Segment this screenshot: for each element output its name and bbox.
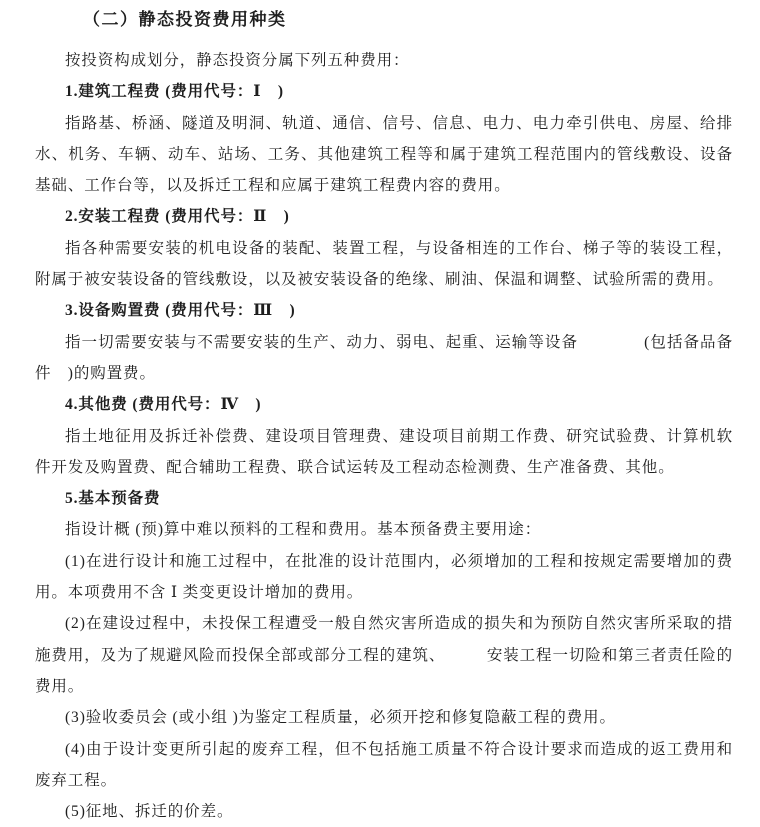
section-3-paragraph: 指一切需要安装与不需要安装的生产、动力、弱电、起重、运输等设备 (包括备品备件 )的购置费。 <box>35 333 733 382</box>
list-item-5: (5)征地、拆迁的价差。 <box>65 803 234 821</box>
section-5-intro-paragraph: 指设计概 (预)算中难以预料的工程和费用。基本预备费主要用途： <box>65 521 542 539</box>
list-item-3: (3)验收委员会 (或小组 )为鉴定工程质量，必须开挖和修复隐蔽工程的费用。 <box>65 709 616 727</box>
section-1-paragraph: 指路基、桥涵、隧道及明洞、轨道、通信、信号、信息、电力、电力牵引供电、房屋、给排水、机务、车辆、动车、站场、工务、其他建筑工程等和属于建筑工程范围内的管线敷设、设备基础、工作台等，以及拆迁工程和应属于建筑工程费内容的费用。 <box>35 114 733 195</box>
section-4-heading: 4.其他费 (费用代号：Ⅳ ) <box>65 396 262 414</box>
page-title: （二）静态投资费用种类 <box>83 10 287 29</box>
section-1-heading: 1.建筑工程费 (费用代号：Ⅰ ) <box>65 83 284 101</box>
list-item-1: (1)在进行设计和施工过程中，在批准的设计范围内，必须增加的工程和按规定需要增加的费用。本项费用不含 Ⅰ 类变更设计增加的费用。 <box>35 552 733 602</box>
section-5-heading: 5.基本预备费 <box>65 490 161 508</box>
section-3-heading: 3.设备购置费 (费用代号：Ⅲ ) <box>65 302 296 320</box>
section-4-paragraph: 指土地征用及拆迁补偿费、建设项目管理费、建设项目前期工作费、研究试验费、计算机软件开发及购置费、配合辅助工程费、联合试运转及工程动态检测费、生产准备费、其他。 <box>35 427 733 476</box>
intro-paragraph: 按投资构成划分，静态投资分属下列五种费用： <box>65 52 410 69</box>
list-item-4: (4)由于设计变更所引起的废弃工程，但不包括施工质量不符合设计要求而造成的返工费用和废弃工程。 <box>35 740 733 789</box>
list-item-2: (2)在建设过程中，未投保工程遭受一般自然灾害所造成的损失和为预防自然灾害所采取的措施费用，及为了规避风险而投保全部或部分工程的建筑、 安装工程一切险和第三者责任险的费用。 <box>35 615 733 695</box>
section-2-heading: 2.安装工程费 (费用代号：Ⅱ ) <box>65 208 290 226</box>
section-2-paragraph: 指各种需要安装的机电设备的装配、装置工程，与设备相连的工作台、梯子等的装设工程，附属于被安装设备的管线敷设，以及被安装设备的绝缘、刷油、保温和调整、试验所需的费用。 <box>35 239 733 289</box>
